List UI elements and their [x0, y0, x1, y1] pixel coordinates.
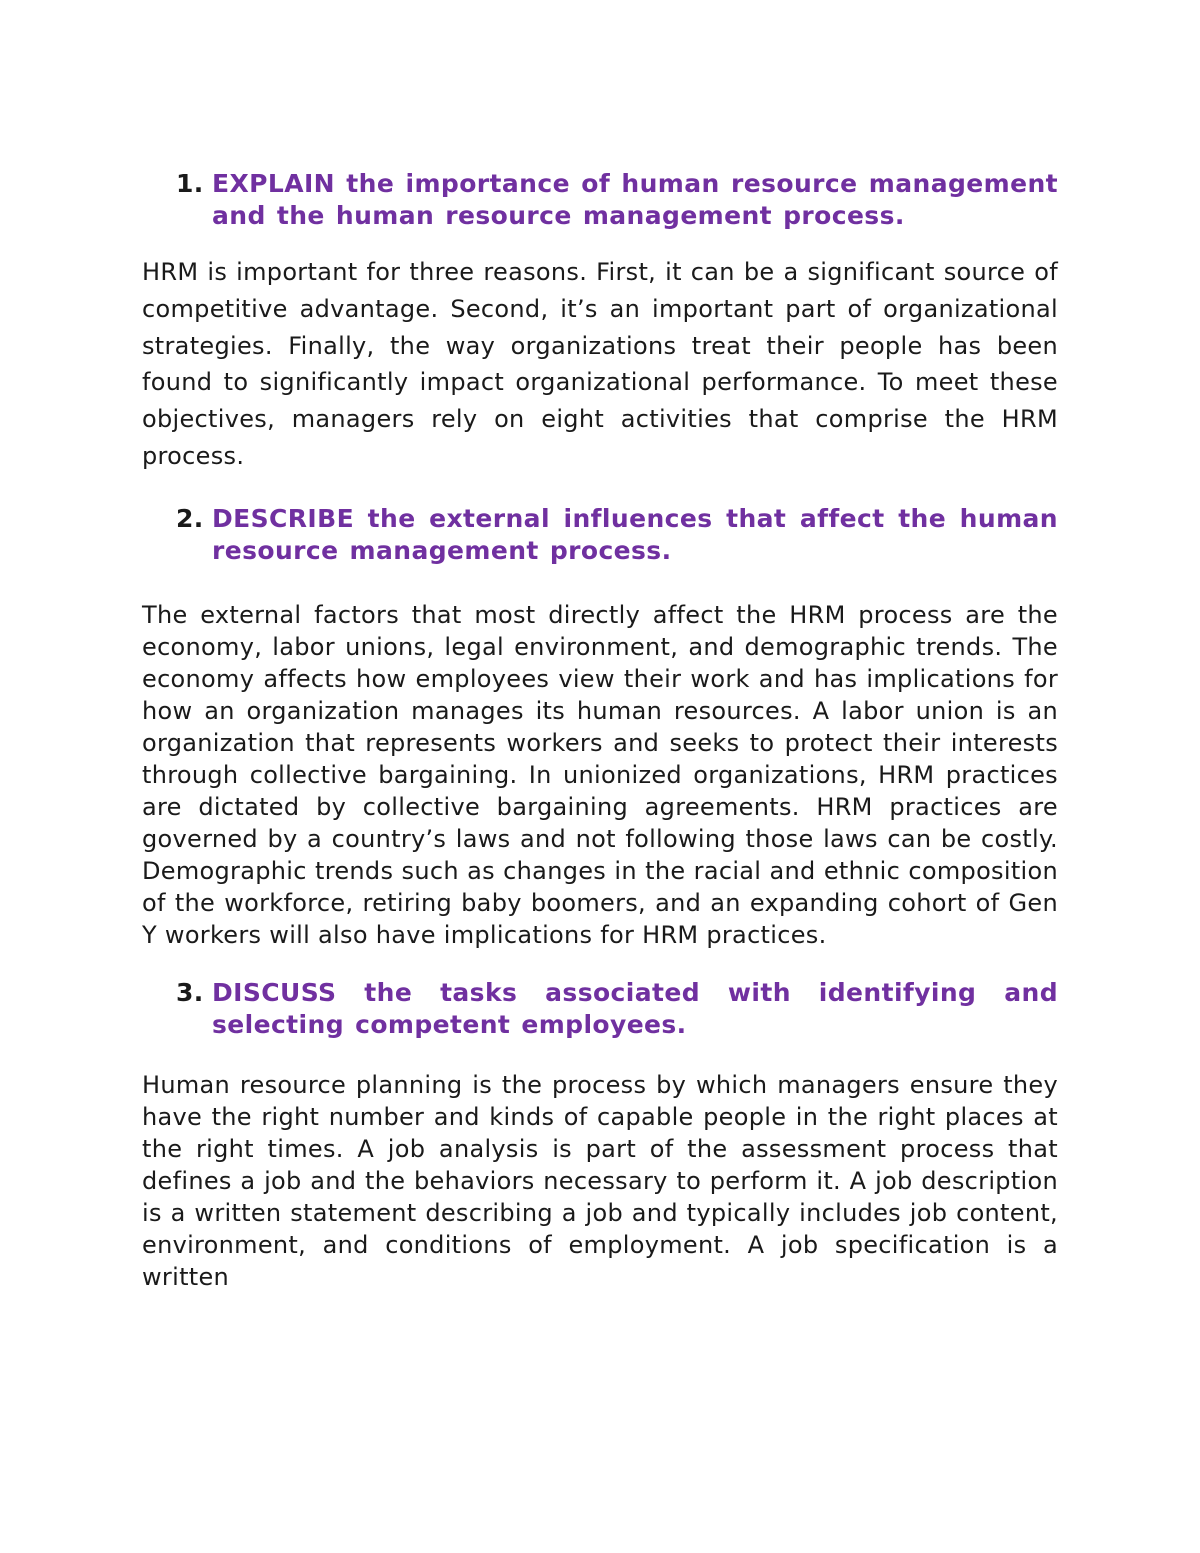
answer-1: HRM is important for three reasons. First, it can be a significant source of competitive advantage. Second, it’s an important part of organizational strategies. Finally, the way organizations treat their people has been found to significantly impact organizational performance. To meet these objectives, managers rely on eight activities that comprise the HRM process. [142, 258, 1058, 470]
question-3-text [212, 977, 1058, 1041]
question-2 [176, 503, 1058, 567]
question-2-text [212, 503, 1058, 567]
question-3-number: 3. [176, 977, 204, 1007]
document-page [142, 168, 1058, 1293]
question-2-rest: the external influences that affect the human resource management process. [212, 503, 1058, 565]
question-1-number: 1. [176, 169, 204, 198]
question-1-rest: the importance of human resource management and the human resource management process. [212, 169, 1058, 230]
question-3 [176, 977, 1058, 1041]
question-3-rest: the tasks associated with identifying and selecting competent employees. [212, 977, 1058, 1039]
question-1-keyword: EXPLAIN [212, 169, 335, 198]
question-2-keyword: DESCRIBE [212, 503, 355, 533]
answer-3: Human resource planning is the process by which managers ensure they have the right number and kinds of capable people in the right places at the right times. A job analysis is part of the assessment process that defines a job and the behaviors necessary to perform it. A job description is a written statement describing a job and typically includes job content, environment, and conditions of employment. A job specification is a written [142, 1070, 1058, 1291]
question-3-keyword: DISCUSS [212, 977, 337, 1007]
question-1 [176, 168, 1058, 232]
answer-2: The external factors that most directly affect the HRM process are the economy, labor unions, legal environment, and demographic trends. The economy affects how employees view their work and has implications for how an organization manages its human resources. A labor union is an organization that represents workers and seeks to protect their interests through collective bargaining. In unionized organizations, HRM practices are dictated by collective bargaining agreements. HRM practices are governed by a country’s laws and not following those laws can be costly. Demographic trends such as changes in the racial and ethnic composition of the workforce, retiring baby boomers, and an expanding cohort of Gen Y workers will also have implications for HRM practices. [142, 600, 1058, 949]
question-1-text [212, 168, 1058, 232]
question-2-number: 2. [176, 503, 204, 533]
